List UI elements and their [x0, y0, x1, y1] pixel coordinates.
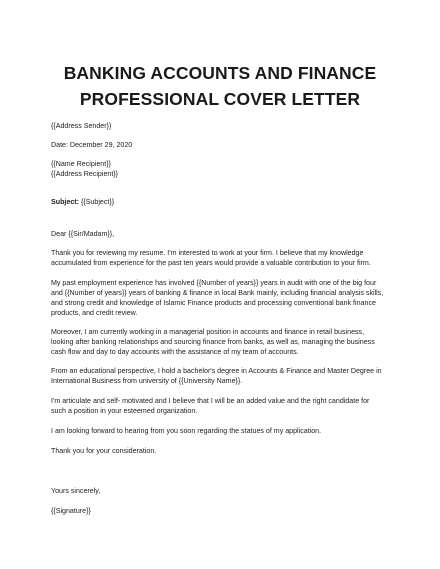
closing [51, 486, 403, 496]
paragraph-line: Thank you for your consideration. [51, 447, 157, 455]
salutation [51, 229, 403, 239]
closing-text: Yours sincerely, [51, 487, 101, 495]
paragraph-6 [51, 426, 403, 436]
subject-line [51, 197, 403, 207]
paragraph-line: looking after banking relationships and sourcing finance from banks, as well as, managing the business [51, 338, 375, 346]
signature [51, 506, 403, 516]
paragraph-line: From an educational perspective, I hold a bachelor's degree in Accounts & Finance and Master Degree in [51, 367, 382, 375]
paragraph-line: I'm articulate and self- motivated and I believe that I will be an added value and the right candidate for [51, 397, 370, 405]
paragraph-3 [51, 327, 403, 357]
subject-label: Subject: [51, 198, 79, 206]
recipient-address: {{Address Recipient}} [51, 170, 119, 178]
paragraph-line: International Business from university of {{University Name}}. [51, 377, 243, 385]
paragraph-1 [51, 248, 403, 268]
letter-title-line-1: BANKING ACCOUNTS AND FINANCE [63, 63, 377, 83]
paragraph-5 [51, 396, 403, 416]
paragraph-line: Thank you for reviewing my resume. I'm interested to work at your firm. I believe that my knowledge [51, 249, 364, 257]
letter-title-line-2: PROFESSIONAL COVER LETTER [79, 89, 361, 109]
paragraph-line: and {{Number of years}} years of banking & finance in local Bank mainly, including financial analysis skills, [51, 289, 384, 297]
letter-date [51, 140, 403, 150]
paragraph-line: and strong credit and knowledge of Islamic Finance products and processing conventional bank finance [51, 299, 376, 307]
sender-address [51, 121, 403, 131]
subject-value: {{Subject}} [78, 198, 115, 206]
letter-date-text: Date: December 29, 2020 [51, 141, 133, 149]
signature-text: {{Signature}} [51, 507, 91, 515]
paragraph-7 [51, 446, 403, 456]
paragraph-line: I am looking forward to hearing from you soon regarding the statues of my application. [51, 427, 322, 435]
subject-line-row [51, 197, 403, 207]
paragraph-4 [51, 366, 403, 386]
paragraph-line: cash flow and day to day accounts with the assistance of my team of accounts. [51, 348, 299, 356]
paragraph-line: Moreover, I am currently working in a managerial position in accounts and finance in retail business, [51, 328, 365, 336]
salutation-text: Dear {{Sir/Madam}}, [51, 230, 115, 238]
sender-address-text: {{Address Sender}} [51, 122, 112, 130]
paragraph-line: products, and credit review. [51, 309, 138, 317]
paragraph-line: accumulated from experience for the past ten years would provide a valuable contribution to your firm. [51, 259, 371, 267]
paragraph-line: My past employment experience has involved {{Number of years}} years in audit with one of the big four [51, 279, 377, 287]
paragraph-line: such a position in your esteemed organization. [51, 407, 198, 415]
paragraph-2 [51, 278, 403, 318]
recipient-block [51, 159, 403, 179]
recipient-name: {{Name Recipient}} [51, 160, 111, 168]
